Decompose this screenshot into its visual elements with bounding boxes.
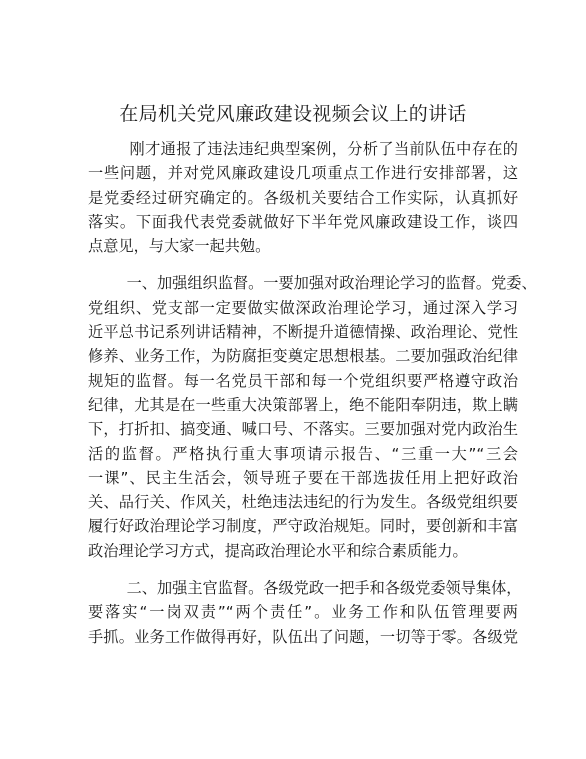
document-title: 在局机关党风廉政建设视频会议上的讲话 [119, 103, 467, 125]
text-line: 履行好政治理论学习制度，严守政治规矩。同时，要创新和丰富 [88, 517, 518, 536]
text-line: 刚才通报了违法违纪典型案例，分析了当前队伍中存在的 [88, 140, 518, 158]
document-body [88, 137, 537, 649]
text-line: 纪律，尤其是在一些重大决策部署上，绝不能阳奉阴违，欺上瞒 [88, 395, 518, 414]
text-line: 是党委经过研究确定的。各级机关要结合工作实际，认真抓好 [88, 188, 518, 207]
text-line: 一些问题，并对党风廉政建设几项重点工作进行安排部署，这 [88, 164, 518, 183]
text-line: 一课”、民主生活会，领导班子要在干部选拔任用上把好政治 [88, 468, 518, 487]
paragraph-2 [88, 271, 537, 563]
text-line: 要落实“一岗双责”“两个责任”。业务工作和队伍管理要两 [88, 603, 518, 622]
paragraph-gap [88, 563, 518, 576]
text-line: 二、加强主官监督。各级党政一把手和各级党委领导集体， [88, 579, 522, 598]
text-line: 修养、业务工作，为防腐拒变奠定思想根基。二要加强政治纪律 [88, 347, 518, 366]
text-line: 政治理论学习方式，提高政治理论水平和综合素质能力。 [88, 541, 468, 560]
text-line: 下，打折扣、搞变通、喊口号、不落实。三要加强对党内政治生 [88, 420, 518, 439]
paragraph-1 [88, 137, 518, 258]
text-line: 关、品行关、作风关，杜绝违法违纪的行为发生。各级党组织要 [88, 493, 518, 512]
text-line: 活的监督。严格执行重大事项请示报告、“三重一大”“三会 [88, 444, 518, 463]
paragraph-gap [88, 258, 518, 271]
text-line: 党组织、党支部一定要做实做深政治理论学习，通过深入学习 [88, 298, 518, 317]
text-line: 一、加强组织监督。一要加强对政治理论学习的监督。党委、 [88, 274, 537, 293]
text-line: 近平总书记系列讲话精神，不断提升道德情操、政治理论、党性 [88, 323, 518, 342]
text-line: 手抓。业务工作做得再好，队伍出了问题，一切等于零。各级党 [88, 627, 518, 646]
paragraph-3 [88, 576, 522, 649]
text-line: 点意见，与大家一起共勉。 [88, 237, 271, 256]
text-line: 规矩的监督。每一名党员干部和每一个党组织要严格遵守政治 [88, 371, 518, 390]
text-line: 落实。下面我代表党委就做好下半年党风廉政建设工作，谈四 [88, 212, 518, 231]
